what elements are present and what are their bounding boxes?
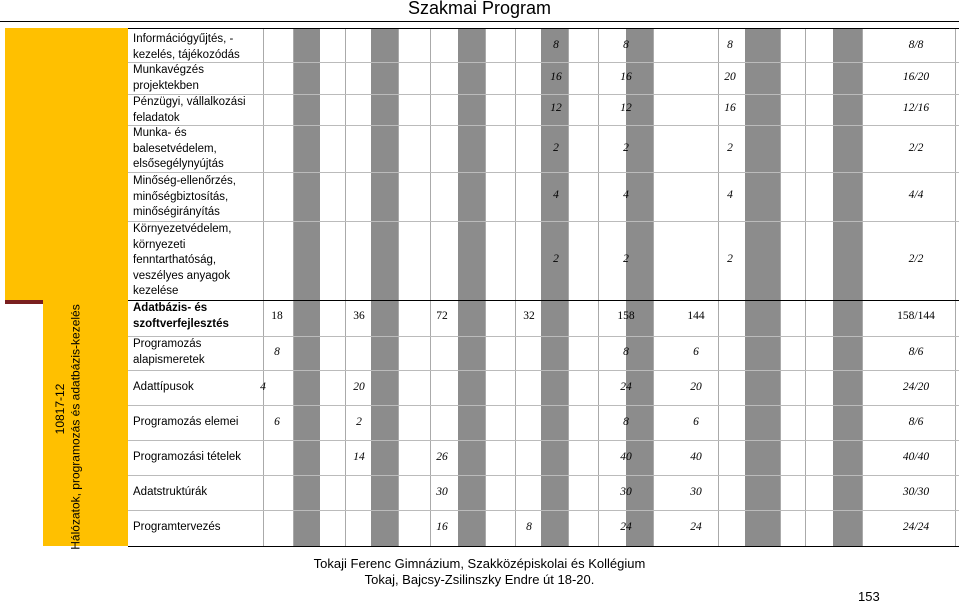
table-cell: 8 [727, 39, 733, 51]
row-label: Programozás alapismeretek [133, 338, 205, 366]
table-cell: 2/2 [908, 253, 924, 265]
table-cell: 24 [620, 381, 632, 393]
module-code-column [5, 28, 43, 300]
row-rule [128, 510, 959, 511]
table-cell: 2 [553, 142, 559, 154]
footer-school-name: Tokaji Ferenc Gimnázium, Szakközépiskolai és Kollégium [313, 556, 646, 571]
row-label: Adattípusok [133, 381, 194, 393]
row-rule [128, 336, 959, 337]
table-cell: 20 [724, 71, 736, 83]
table-cell: 26 [436, 451, 448, 463]
header-rule [0, 21, 959, 22]
table-cell: 8 [526, 521, 532, 533]
row-label: Minőség-ellenőrzés, minőségbiztosítás, minőségirányítás [133, 175, 236, 219]
table-cell: 12 [550, 102, 562, 114]
gray-column [745, 28, 780, 546]
table-cell: 8 [553, 39, 559, 51]
table-cell: 158 [617, 310, 635, 322]
grid-line [430, 28, 431, 546]
grid-line [345, 28, 346, 546]
table-cell: 6 [693, 416, 699, 428]
module-title: Hálózatok, programozás és adatbázis-kezelés [68, 304, 83, 550]
table-cell: 18 [271, 310, 283, 322]
table-cell: 158/144 [897, 310, 935, 322]
table-cell: 4 [727, 189, 733, 201]
table-cell: 4 [260, 381, 266, 393]
table-cell: 6 [274, 416, 280, 428]
table-cell: 30 [690, 486, 702, 498]
gray-column [371, 28, 398, 546]
table-cell: 16/20 [902, 71, 930, 83]
table-cell: 2 [623, 142, 629, 154]
table-cell: 16 [436, 521, 448, 533]
table-cell: 36 [353, 310, 365, 322]
grid-line [263, 28, 264, 546]
row-rule [128, 300, 959, 301]
module-code: 10817-12 [53, 383, 67, 435]
table-cell: 2/2 [908, 142, 924, 154]
table-cell: 6 [693, 346, 699, 358]
table-cell: 30/30 [902, 486, 930, 498]
row-rule [128, 405, 959, 406]
table-cell: 2 [727, 253, 733, 265]
grid-line [955, 28, 956, 546]
table-cell: 8 [623, 416, 629, 428]
gray-column [293, 28, 320, 546]
table-cell: 16 [550, 71, 562, 83]
table-cell: 12/16 [902, 102, 930, 114]
table-cell: 2 [553, 253, 559, 265]
table-cell: 12 [620, 102, 632, 114]
gray-column [458, 28, 485, 546]
table-cell: 8 [623, 346, 629, 358]
grid-line [293, 28, 294, 546]
row-rule [128, 370, 959, 371]
table-cell: 24/24 [902, 521, 930, 533]
table-cell: 24/20 [902, 381, 930, 393]
row-label: Munkavégzés projektekben [133, 64, 204, 92]
grid-line [805, 28, 806, 546]
row-rule [128, 28, 959, 29]
row-rule [128, 172, 959, 173]
table-cell: 24 [690, 521, 702, 533]
row-label: Programozás elemei [133, 416, 239, 428]
table-cell: 4 [553, 189, 559, 201]
grid-line [398, 28, 399, 546]
page-header [0, 0, 959, 22]
row-rule [128, 440, 959, 441]
row-label: Programtervezés [133, 521, 221, 533]
table-cell: 20 [690, 381, 702, 393]
table-cell: 40 [620, 451, 632, 463]
row-rule [128, 221, 959, 222]
grid-line [653, 28, 654, 546]
row-label: Adatbázis- és szoftverfejlesztés [133, 302, 229, 330]
row-label: Programozási tételek [133, 451, 242, 463]
grid-line [862, 28, 863, 546]
table-cell: 8 [274, 346, 280, 358]
table-cell: 2 [727, 142, 733, 154]
table-cell: 2 [623, 253, 629, 265]
table-cell: 4 [623, 189, 629, 201]
grid-line [485, 28, 486, 546]
table-cell: 32 [523, 310, 535, 322]
grid-line [780, 28, 781, 546]
grid-line [515, 28, 516, 546]
row-label: Pénzügyi, vállalkozási feladatok [133, 96, 246, 124]
row-label: Környezetvédelem, környezeti fenntarthatóság, veszélyes anyagok kezelése [133, 223, 232, 298]
row-rule [128, 475, 959, 476]
footer-address: Tokaj, Bajcsy-Zsilinszky Endre út 18-20. [364, 572, 595, 587]
module-separator [5, 300, 43, 304]
table-cell: 144 [687, 310, 705, 322]
table-cell: 14 [353, 451, 365, 463]
page-number: 153 [858, 589, 880, 604]
table-cell: 40/40 [902, 451, 930, 463]
row-label: Információgyűjtés, - kezelés, tájékozódás [133, 33, 240, 61]
table-cell: 30 [620, 486, 632, 498]
table-cell: 30 [436, 486, 448, 498]
table-cell: 8/6 [908, 346, 924, 358]
row-label: Adatstruktúrák [133, 486, 208, 498]
table-cell: 24 [620, 521, 632, 533]
table-cell: 2 [356, 416, 362, 428]
table-cell: 16 [620, 71, 632, 83]
table-cell: 20 [353, 381, 365, 393]
page-title: Szakmai Program [407, 0, 552, 18]
table-cell: 8/8 [908, 39, 924, 51]
table-cell: 4/4 [908, 189, 924, 201]
grid-line [598, 28, 599, 546]
row-rule [128, 546, 959, 547]
table-cell: 72 [436, 310, 448, 322]
table-cell: 16 [724, 102, 736, 114]
table-cell: 8/6 [908, 416, 924, 428]
table-cell: 40 [690, 451, 702, 463]
gray-column [833, 28, 862, 546]
row-label: Munka- és balesetvédelem, elsősegélynyújtás [133, 127, 224, 171]
table-cell: 8 [623, 39, 629, 51]
